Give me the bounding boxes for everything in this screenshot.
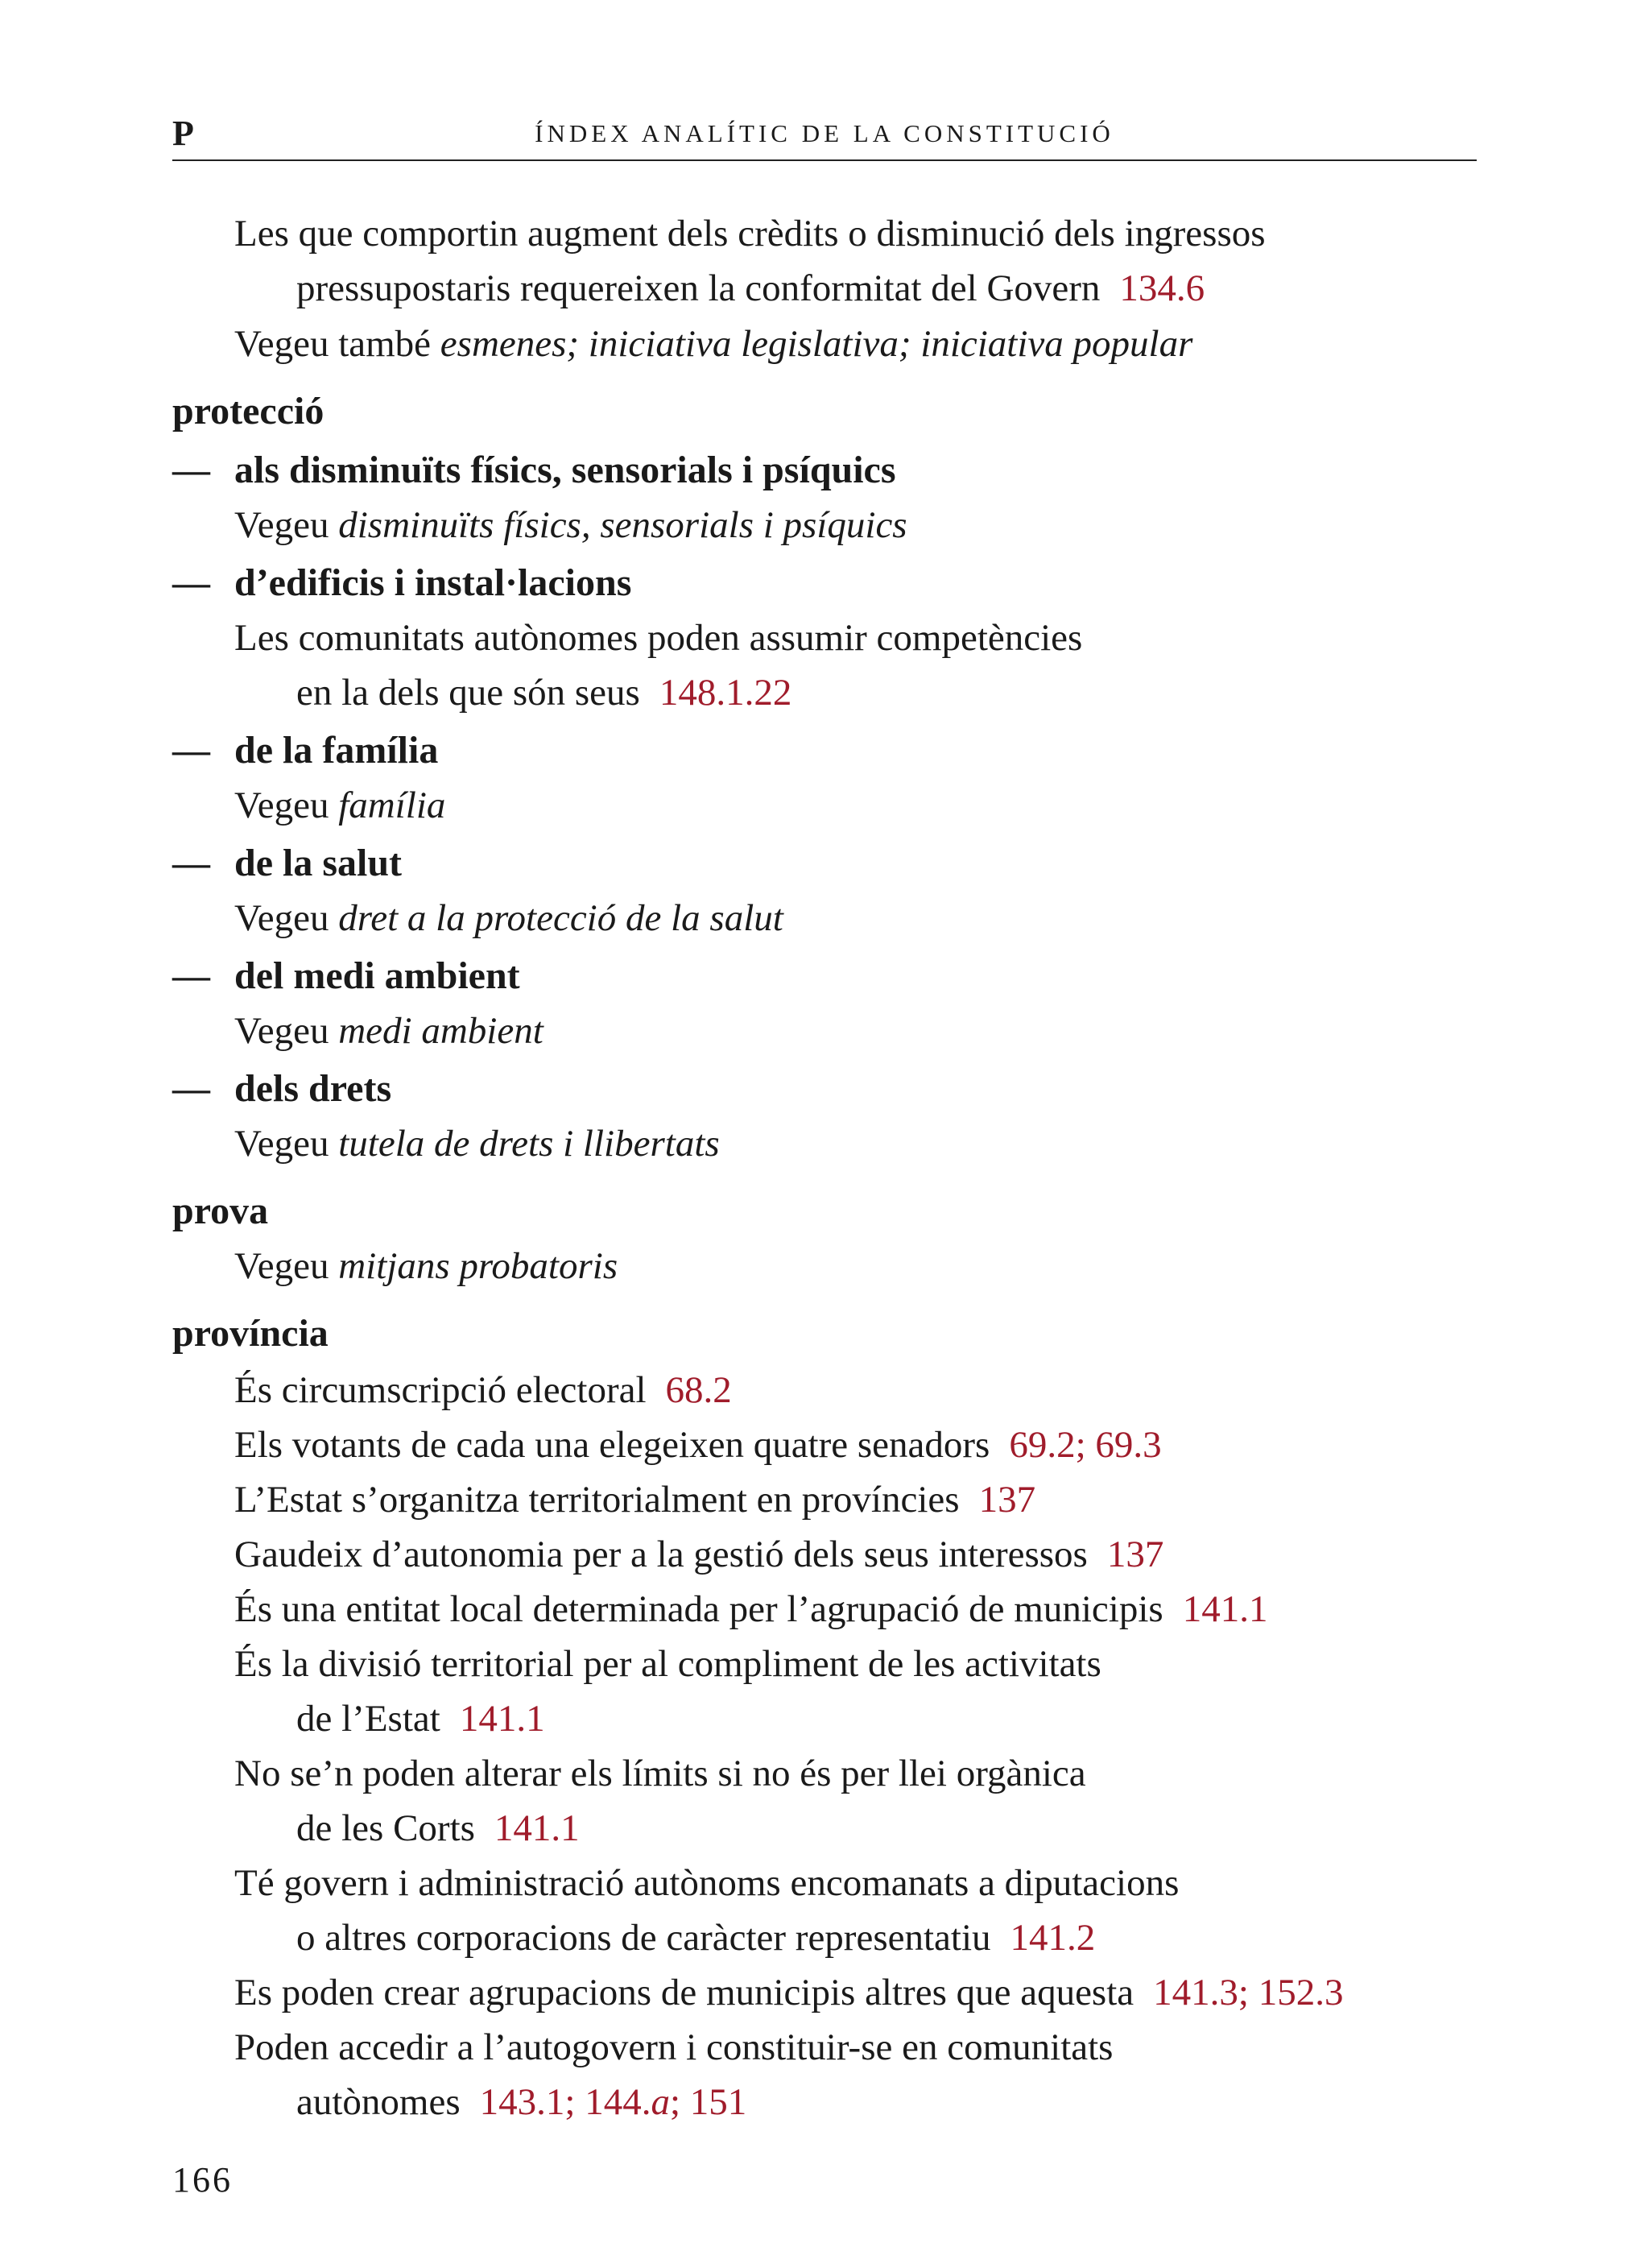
index-entry-continuation: en la dels que són seus 148.1.22 [296, 672, 792, 714]
index-entry-continuation: de l’Estat 141.1 [296, 1698, 545, 1740]
subentry-dash: — [172, 842, 210, 884]
index-entry: És la divisió territorial per al compliment de les activitats [234, 1643, 1101, 1685]
index-entry: Gaudeix d’autonomia per a la gestió dels seus interessos 137 [234, 1533, 1164, 1575]
index-entry-continuation: autònomes 143.1; 144.a; 151 [296, 2081, 747, 2123]
article-reference: 134.6 [1119, 267, 1205, 309]
see-entry: Vegeu família [234, 784, 446, 826]
header-rule [172, 159, 1477, 161]
page-number: 166 [172, 2160, 233, 2200]
index-entry: És circumscripció electoral 68.2 [234, 1369, 732, 1411]
article-reference: 143.1; 144.a; 151 [479, 2081, 747, 2123]
index-entry: Els votants de cada una elegeixen quatre senadors 69.2; 69.3 [234, 1424, 1162, 1466]
index-entry-continuation: o altres corporacions de caràcter representatiu 141.2 [296, 1917, 1096, 1959]
index-entry-continuation: pressupostaris requereixen la conformitat del Govern 134.6 [296, 267, 1205, 309]
cross-reference: família [338, 784, 446, 826]
article-reference: 141.2 [1010, 1917, 1096, 1959]
cross-reference: disminuïts físics, sensorials i psíquics [338, 504, 907, 546]
see-entry: Vegeu mitjans probatoris [234, 1245, 618, 1287]
index-subheading: d’edificis i instal·lacions [234, 561, 632, 604]
article-reference: 141.1 [494, 1807, 580, 1849]
index-entry: Les comunitats autònomes poden assumir competències [234, 617, 1083, 659]
index-subheading: dels drets [234, 1067, 392, 1110]
see-entry: Vegeu dret a la protecció de la salut [234, 897, 783, 939]
article-reference: 141.1 [1182, 1588, 1268, 1630]
subentry-dash: — [172, 1068, 210, 1110]
index-entry: És una entitat local determinada per l’agrupació de municipis 141.1 [234, 1588, 1268, 1630]
running-title: ÍNDEX ANALÍTIC DE LA CONSTITUCIÓ [535, 119, 1114, 147]
index-heading: província [172, 1312, 329, 1355]
see-also-entry: Vegeu també esmenes; iniciativa legislativa; iniciativa popular [234, 323, 1193, 365]
article-reference: 68.2 [665, 1369, 732, 1411]
cross-reference: dret a la protecció de la salut [338, 897, 783, 939]
subentry-dash: — [172, 562, 210, 604]
subentry-dash: — [172, 955, 210, 997]
see-entry: Vegeu medi ambient [234, 1010, 543, 1052]
index-entry: L’Estat s’organitza territorialment en províncies 137 [234, 1479, 1036, 1521]
article-reference: 141.3; 152.3 [1153, 1972, 1344, 2013]
article-reference: 69.2; 69.3 [1009, 1424, 1162, 1466]
article-reference: 141.1 [459, 1698, 545, 1740]
index-subheading: de la família [234, 729, 439, 772]
index-subheading: de la salut [234, 842, 403, 884]
subentry-dash: — [172, 730, 210, 772]
article-reference: 148.1.22 [659, 672, 792, 714]
cross-reference: esmenes; iniciativa legislativa; iniciativa popular [440, 323, 1193, 365]
subentry-dash: — [172, 449, 210, 491]
index-heading: protecció [172, 390, 324, 432]
index-heading: prova [172, 1190, 269, 1232]
see-entry: Vegeu tutela de drets i llibertats [234, 1123, 720, 1165]
index-entry: Té govern i administració autònoms encomanats a diputacions [234, 1862, 1180, 1904]
index-entry: Les que comportin augment dels crèdits o disminució dels ingressos [234, 213, 1266, 255]
see-entry: Vegeu disminuïts físics, sensorials i psíquics [234, 504, 907, 546]
section-letter: P [172, 114, 194, 153]
index-entry: Poden accedir a l’autogovern i constituir-se en comunitats [234, 2026, 1114, 2068]
cross-reference: medi ambient [338, 1010, 543, 1052]
cross-reference: mitjans probatoris [338, 1245, 618, 1287]
article-reference: 137 [978, 1479, 1036, 1521]
index-entry-continuation: de les Corts 141.1 [296, 1807, 580, 1849]
index-subheading: als disminuïts físics, sensorials i psíquics [234, 449, 896, 491]
index-subheading: del medi ambient [234, 954, 520, 997]
index-entry: Es poden crear agrupacions de municipis altres que aquesta 141.3; 152.3 [234, 1972, 1344, 2013]
index-entry: No se’n poden alterar els límits si no és per llei orgànica [234, 1753, 1086, 1794]
cross-reference: tutela de drets i llibertats [338, 1123, 720, 1165]
running-header [172, 108, 1477, 159]
article-reference: 137 [1106, 1533, 1164, 1575]
